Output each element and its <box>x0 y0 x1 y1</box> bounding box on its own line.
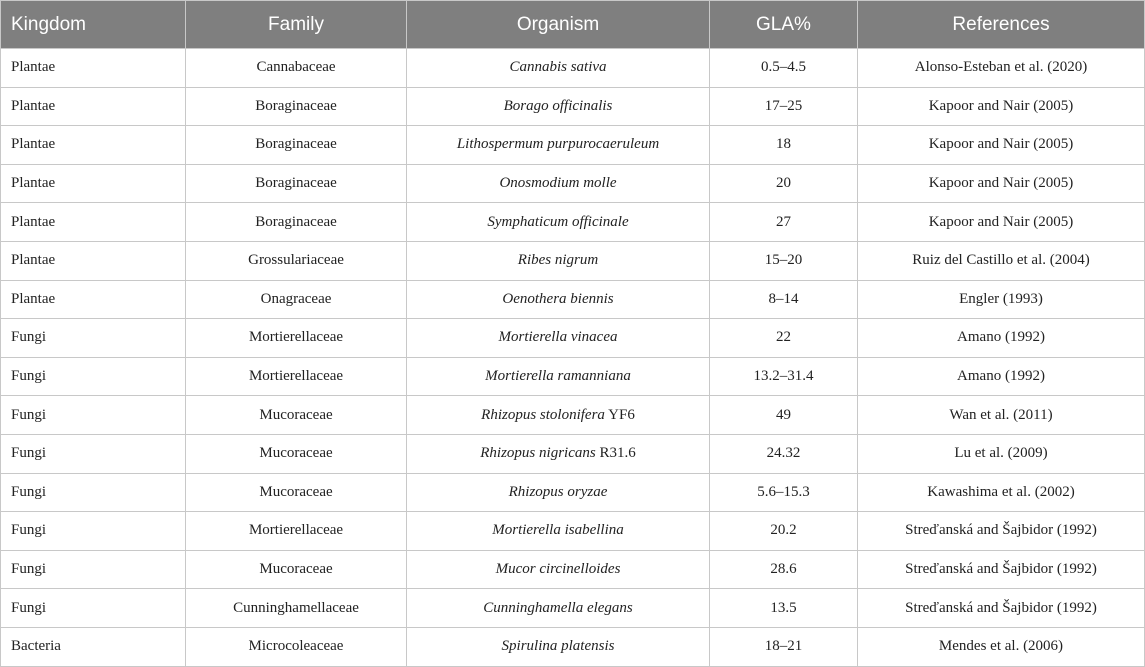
gla-cell: 24.32 <box>710 434 858 473</box>
table-row <box>1 434 1145 473</box>
organism-cell <box>407 203 710 242</box>
organism-name: Lithospermum purpurocaeruleum <box>456 136 660 153</box>
organism-strain: R31.6 <box>599 445 636 462</box>
kingdom-cell: Fungi <box>1 357 186 396</box>
organism-cell <box>407 396 710 435</box>
reference-cell: Kapoor and Nair (2005) <box>858 87 1145 126</box>
organism-name: Mucor circinelloides <box>495 561 621 578</box>
family-cell: Cannabaceae <box>186 49 407 88</box>
gla-cell: 49 <box>710 396 858 435</box>
table-body <box>1 49 1145 667</box>
column-header-family: Family <box>186 1 407 49</box>
organism-cell <box>407 319 710 358</box>
kingdom-cell: Fungi <box>1 434 186 473</box>
organism-strain: YF6 <box>608 406 635 423</box>
organism-cell <box>407 473 710 512</box>
family-cell: Mucoraceae <box>186 473 407 512</box>
organism-name: Cunninghamella elegans <box>483 599 633 616</box>
reference-cell: Kapoor and Nair (2005) <box>858 164 1145 203</box>
family-cell: Mucoraceae <box>186 434 407 473</box>
gla-cell: 27 <box>710 203 858 242</box>
table-row <box>1 627 1145 666</box>
reference-cell: Kawashima et al. (2002) <box>858 473 1145 512</box>
column-header-kingdom: Kingdom <box>1 1 186 49</box>
gla-cell: 0.5–4.5 <box>710 49 858 88</box>
header-row <box>1 1 1145 49</box>
family-cell: Mortierellaceae <box>186 357 407 396</box>
reference-cell: Mendes et al. (2006) <box>858 627 1145 666</box>
table-row <box>1 357 1145 396</box>
organism-cell <box>407 164 710 203</box>
table-row <box>1 512 1145 551</box>
table-row <box>1 550 1145 589</box>
organism-cell <box>407 280 710 319</box>
column-header-references: References <box>858 1 1145 49</box>
table-row <box>1 203 1145 242</box>
table-row <box>1 87 1145 126</box>
column-header-gla: GLA% <box>710 1 858 49</box>
reference-cell: Kapoor and Nair (2005) <box>858 203 1145 242</box>
family-cell: Boraginaceae <box>186 203 407 242</box>
family-cell: Mortierellaceae <box>186 319 407 358</box>
table-row <box>1 396 1145 435</box>
gla-cell: 13.5 <box>710 589 858 628</box>
organism-name: Ribes nigrum <box>517 252 599 269</box>
column-header-organism: Organism <box>407 1 710 49</box>
kingdom-cell: Fungi <box>1 396 186 435</box>
family-cell: Cunninghamellaceae <box>186 589 407 628</box>
organism-name: Spirulina platensis <box>501 638 615 655</box>
table-row <box>1 589 1145 628</box>
table-row <box>1 49 1145 88</box>
gla-cell: 18 <box>710 126 858 165</box>
organism-name: Rhizopus oryzae <box>508 483 608 500</box>
kingdom-cell: Fungi <box>1 550 186 589</box>
reference-cell: Streďanská and Šajbidor (1992) <box>858 512 1145 551</box>
table-row <box>1 241 1145 280</box>
kingdom-cell: Fungi <box>1 512 186 551</box>
gla-cell: 20 <box>710 164 858 203</box>
organism-cell <box>407 126 710 165</box>
kingdom-cell: Plantae <box>1 241 186 280</box>
organism-name: Onosmodium molle <box>499 175 617 192</box>
organism-cell <box>407 87 710 126</box>
organism-name: Rhizopus nigricans <box>480 445 596 462</box>
family-cell: Boraginaceae <box>186 87 407 126</box>
organism-cell <box>407 241 710 280</box>
gla-cell: 8–14 <box>710 280 858 319</box>
organism-name: Borago officinalis <box>503 97 613 114</box>
family-cell: Mucoraceae <box>186 396 407 435</box>
organism-cell <box>407 49 710 88</box>
organism-cell <box>407 434 710 473</box>
organism-cell <box>407 550 710 589</box>
gla-cell: 28.6 <box>710 550 858 589</box>
table-row <box>1 473 1145 512</box>
organism-name: Mortierella vinacea <box>498 329 618 346</box>
table-row <box>1 126 1145 165</box>
table-header <box>1 1 1145 49</box>
reference-cell: Kapoor and Nair (2005) <box>858 126 1145 165</box>
organism-name: Mortierella ramanniana <box>485 368 631 385</box>
kingdom-cell: Plantae <box>1 203 186 242</box>
family-cell: Boraginaceae <box>186 164 407 203</box>
table-row <box>1 164 1145 203</box>
kingdom-cell: Plantae <box>1 126 186 165</box>
gla-cell: 18–21 <box>710 627 858 666</box>
reference-cell: Streďanská and Šajbidor (1992) <box>858 589 1145 628</box>
organism-cell <box>407 589 710 628</box>
kingdom-cell: Plantae <box>1 87 186 126</box>
organism-cell <box>407 627 710 666</box>
family-cell: Microcoleaceae <box>186 627 407 666</box>
gla-cell: 15–20 <box>710 241 858 280</box>
gla-cell: 13.2–31.4 <box>710 357 858 396</box>
kingdom-cell: Fungi <box>1 473 186 512</box>
kingdom-cell: Fungi <box>1 589 186 628</box>
organism-name: Symphaticum officinale <box>487 213 629 230</box>
kingdom-cell: Fungi <box>1 319 186 358</box>
family-cell: Mucoraceae <box>186 550 407 589</box>
kingdom-cell: Bacteria <box>1 627 186 666</box>
gla-cell: 20.2 <box>710 512 858 551</box>
reference-cell: Engler (1993) <box>858 280 1145 319</box>
gla-cell: 22 <box>710 319 858 358</box>
family-cell: Grossulariaceae <box>186 241 407 280</box>
organism-cell <box>407 357 710 396</box>
reference-cell: Amano (1992) <box>858 357 1145 396</box>
reference-cell: Streďanská and Šajbidor (1992) <box>858 550 1145 589</box>
organism-cell <box>407 512 710 551</box>
kingdom-cell: Plantae <box>1 164 186 203</box>
kingdom-cell: Plantae <box>1 49 186 88</box>
family-cell: Onagraceae <box>186 280 407 319</box>
organism-name: Rhizopus stolonifera <box>481 406 605 423</box>
family-cell: Boraginaceae <box>186 126 407 165</box>
organism-name: Oenothera biennis <box>502 290 614 307</box>
reference-cell: Lu et al. (2009) <box>858 434 1145 473</box>
gla-cell: 17–25 <box>710 87 858 126</box>
organism-name: Cannabis sativa <box>509 59 607 76</box>
reference-cell: Wan et al. (2011) <box>858 396 1145 435</box>
reference-cell: Ruiz del Castillo et al. (2004) <box>858 241 1145 280</box>
gla-cell: 5.6–15.3 <box>710 473 858 512</box>
organism-name: Mortierella isabellina <box>492 522 624 539</box>
table-row <box>1 280 1145 319</box>
reference-cell: Amano (1992) <box>858 319 1145 358</box>
family-cell: Mortierellaceae <box>186 512 407 551</box>
reference-cell: Alonso-Esteban et al. (2020) <box>858 49 1145 88</box>
kingdom-cell: Plantae <box>1 280 186 319</box>
table-row <box>1 319 1145 358</box>
